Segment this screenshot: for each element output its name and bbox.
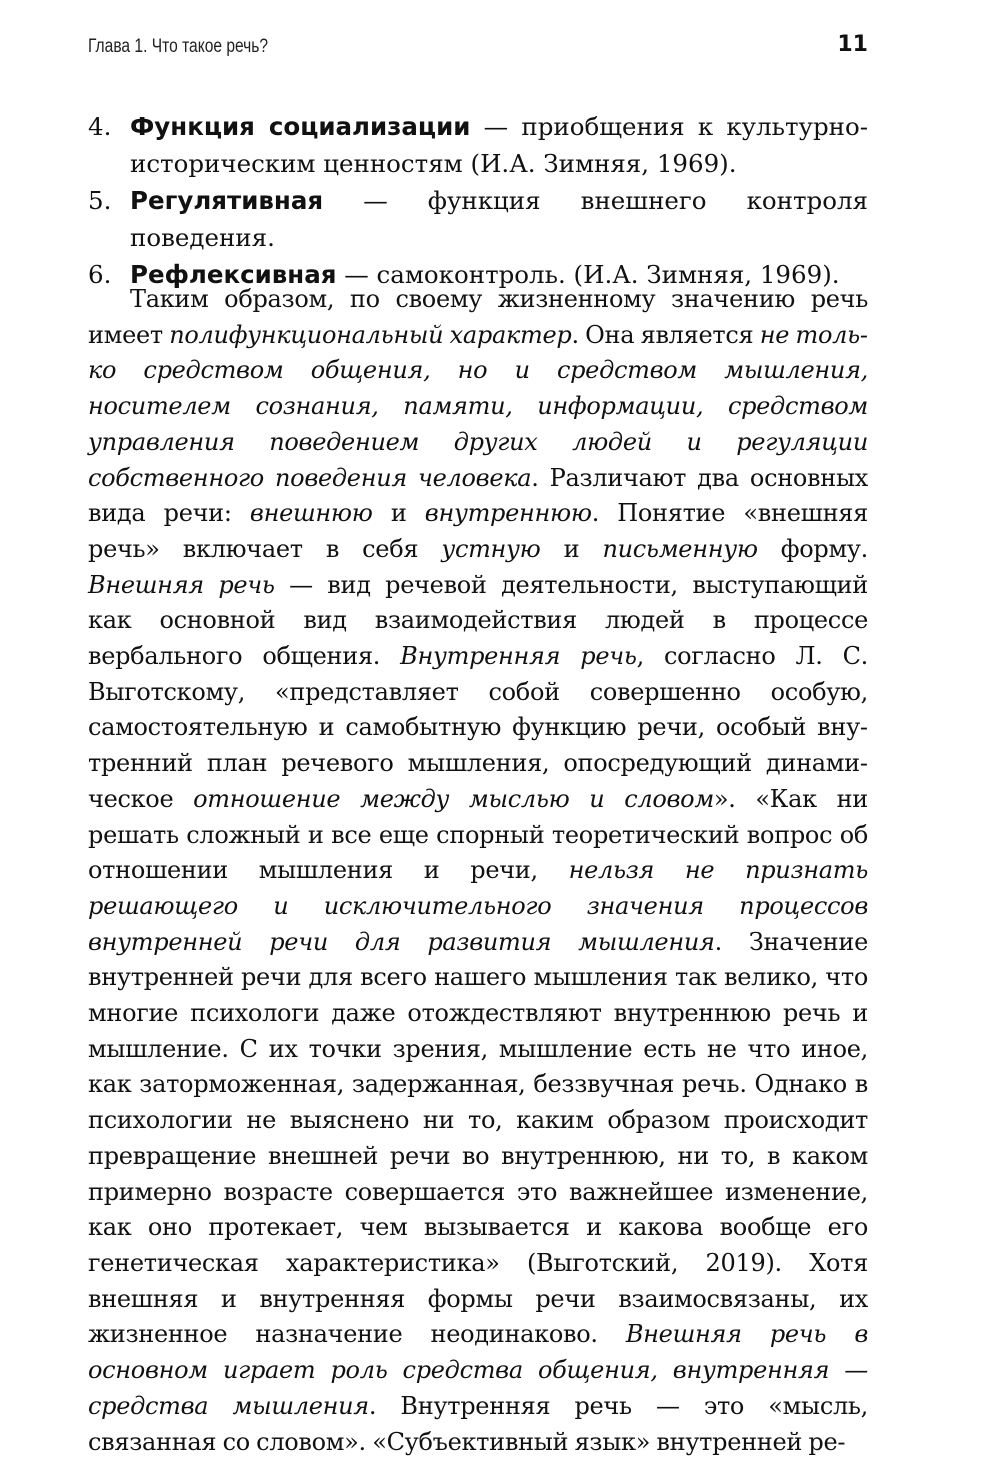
text-run: и — [540, 534, 603, 563]
emphasis-run: внешнюю — [249, 499, 373, 528]
text-run: форму. — [757, 534, 869, 563]
list-item — [88, 182, 868, 256]
emphasis-run: нельзя не признать решающего и исключительного значения процессов внутренней речи для развития мышления — [88, 856, 868, 956]
emphasis-run: письменную — [602, 534, 758, 563]
text-run: Таким образом, по своему жизненному значению речь имеет — [88, 285, 868, 349]
list-item-text: — функция внешнего контроля поведения. — [130, 186, 868, 252]
list-item-text: — приобщения к культурно-историческим ценностям (И.А. Зимняя, 1969). — [130, 112, 869, 178]
emphasis-run: Внутренняя речь — [400, 642, 637, 671]
list-item — [88, 108, 868, 182]
list-item-number: 5. — [88, 186, 112, 215]
emphasis-run: полифункциональный характер — [169, 320, 572, 349]
text-run: . Она является — [571, 320, 760, 349]
text-run: и — [372, 499, 425, 528]
page-number: 11 — [837, 32, 868, 57]
list-item-term: Рефлексивная — [130, 260, 337, 289]
emphasis-run: не только средством общения, но и средством мышления, носителем сознания, памяти, информации, средством управления поведением других людей и регуляции собственного поведения человека — [88, 320, 868, 492]
emphasis-run: устную — [441, 534, 541, 563]
emphasis-run: Внешняя речь в основном играет роль средства общения, внутренняя — средства мышления — [88, 1320, 868, 1420]
list-item-text: — самоконтроль. (И.А. Зимняя, 1969). — [336, 260, 840, 289]
text-run: , согласно Л. С. Выготскому, «представляет собой совершенно особую, самостоятельную и самобытную функцию речи, особый внутренний план речевого мышления, опосредующий динамическое — [88, 642, 868, 813]
list-item-term: Регулятивная — [130, 186, 324, 215]
emphasis-run: внутреннюю — [424, 499, 592, 528]
running-head: Глава 1. Что такое речь? — [88, 36, 269, 57]
emphasis-run: отношение между мыслью и словом — [193, 784, 714, 813]
text-run: . Понятие «внешняя речь» включает в себя — [88, 499, 868, 563]
list-item-number: 6. — [88, 260, 112, 289]
text-run: . Внутренняя речь — это «мысль, связанная со словом». «Субъективный язык» внутренней ре- — [88, 1391, 868, 1456]
text-run: ». «Как ни решать сложный и все еще спорный теоретический вопрос об отношении мышления и речи, — [88, 784, 868, 885]
list-item-number: 4. — [88, 112, 112, 141]
emphasis-run: Внешняя речь — [88, 570, 275, 599]
text-run: . Различают два основных вида речи: — [88, 463, 869, 528]
text-run: — вид речевой деятельности, выступающий как основной вид взаимодействия людей в процессе вербального общения. — [88, 570, 868, 671]
list-item-term: Функция социализации — [130, 112, 471, 141]
text-run: . Значение внутренней речи для всего нашего мышления так велико, что многие психологи даже отождествляют внутреннюю речь и мышление. С их точки зрения, мышление есть не что иное, как заторможенная, задержанная, беззвучная речь. Однако в психологии не выяснено ни то, каким образом происходит превращение внешней речи во внутреннюю, ни то, в каком примерно возрасте совершается это важнейшее изменение, как оно протекает, чем вызывается и какова вообще его генетическая характеристика» (Выготский, 2019). Хотя внешняя и внутренняя формы речи взаимосвязаны, их жизненное назначение неодинаково. — [88, 927, 868, 1349]
body-paragraph — [88, 282, 868, 1460]
functions-list — [88, 108, 868, 293]
